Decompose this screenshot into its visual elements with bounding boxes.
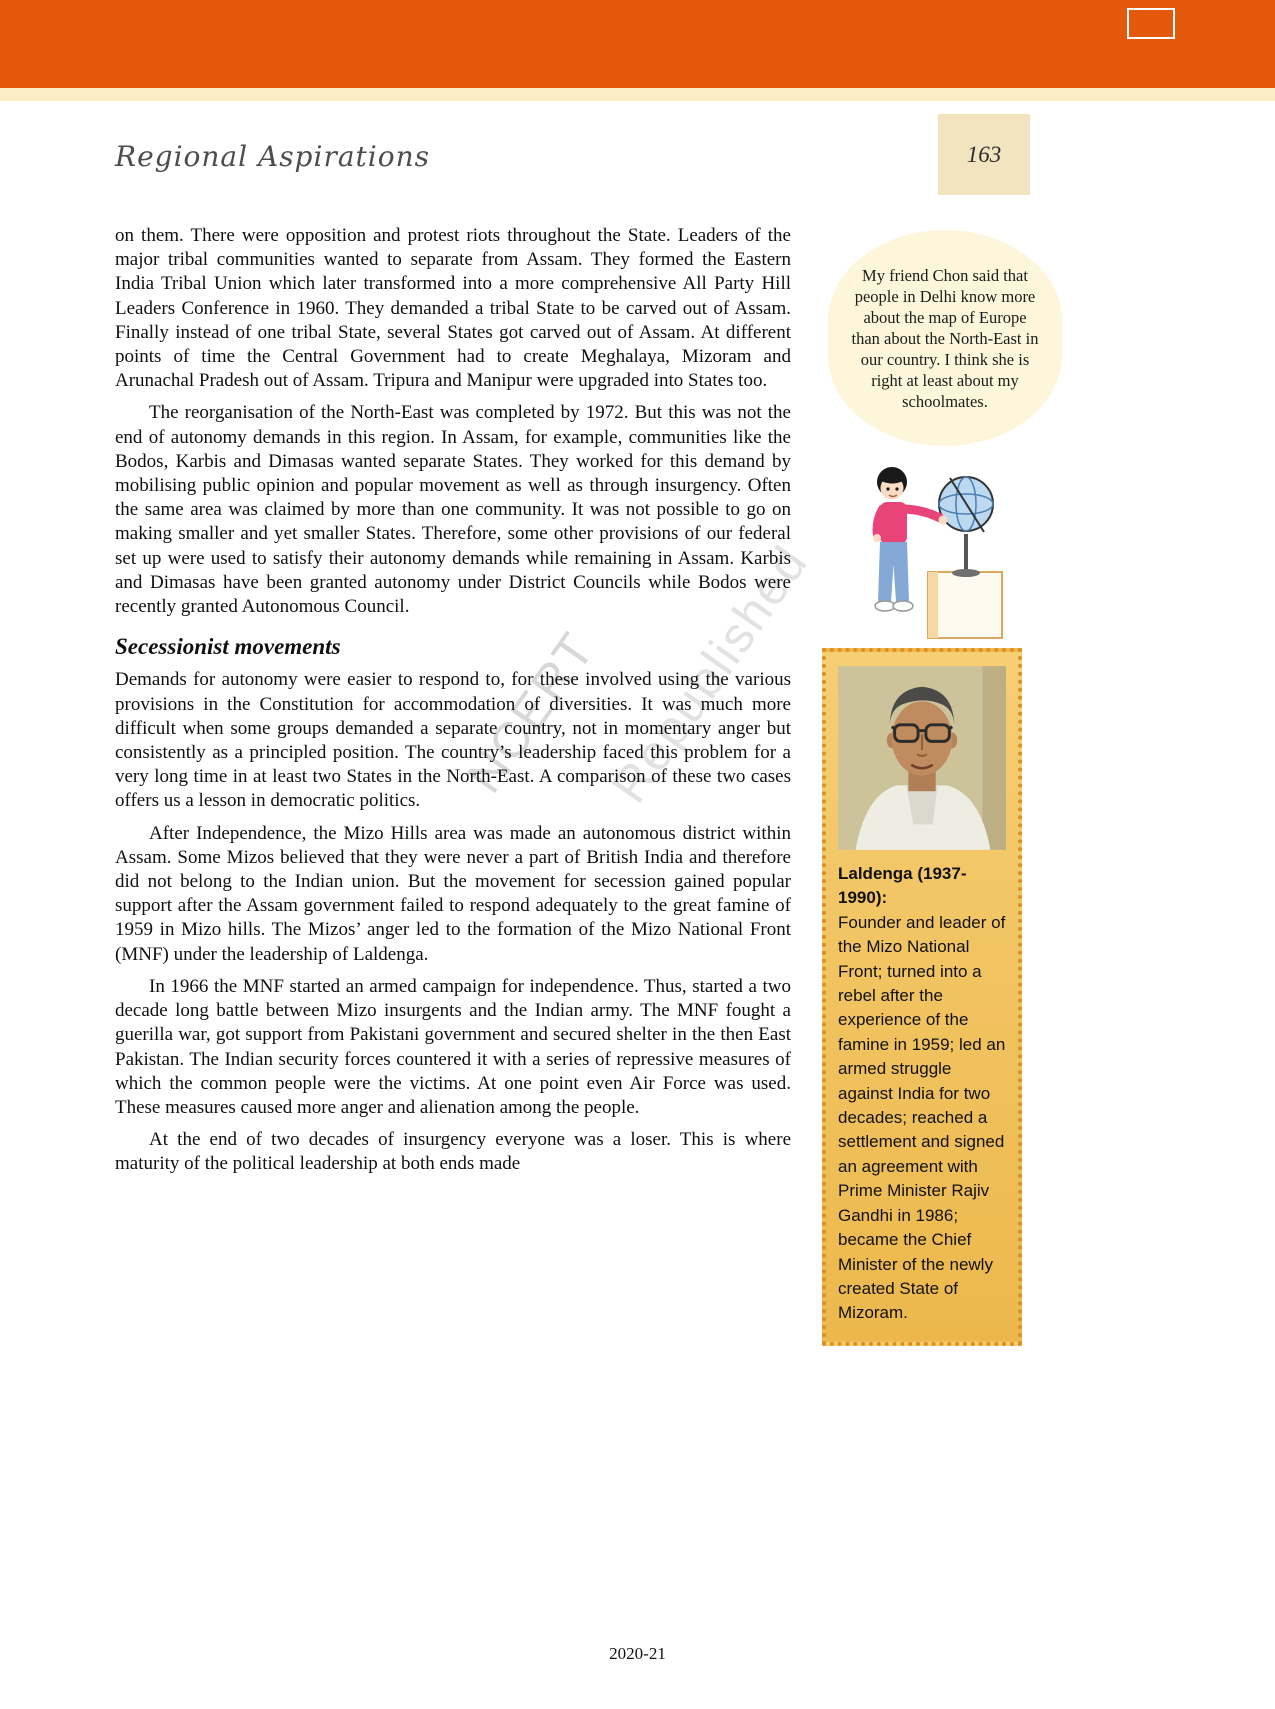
watermark-text: Republished xyxy=(600,534,819,813)
chapter-title: Regional Aspirations xyxy=(115,140,430,173)
laldenga-portrait-photo xyxy=(838,664,1006,852)
banner-cream-strip xyxy=(0,88,1275,101)
footer-year: 2020-21 xyxy=(609,1644,666,1663)
top-banner xyxy=(0,0,1275,88)
paragraph-2: The reorganisation of the North-East was completed by 1972. But this was not the end of autonomy demands in this region. In Assam, for example, communities like the Bodos, Karbis and Dimasas wanted separate States. They worked for this demand by mobilising public opinion and popular movement as well as through insurgency. Often the same area was claimed by more than one community. It was not possible to go on making smaller and yet smaller States. Therefore, some other provisions of our federal set up were used to satisfy their autonomy demands while remaining in Assam. Karbis and Dimasas have been granted autonomy under District Councils while Bodos were recently granted Autonomous Council. xyxy=(115,402,791,618)
paragraph-6: At the end of two decades of insurgency everyone was a loser. This is where maturity of the political leadership at both ends made xyxy=(115,1129,791,1175)
paragraph-4: After Independence, the Mizo Hills area was made an autonomous district within Assam. Some Mizos believed that they were never a part of British India and therefore did not belong to the Indian union. But the movement for secession gained popular support after the Assam government failed to respond adequately to the great famine of 1959 in Mizo hills. The Mizos’ anger led to the formation of the Mizo National Front (MNF) under the leadership of Laldenga. xyxy=(115,822,791,965)
profile-text xyxy=(838,862,1006,1326)
paragraph-5: In 1966 the MNF started an armed campaign for independence. Thus, started a two decade long battle between Mizo insurgents and the Indian army. The MNF fought a guerilla war, got support from Pakistani government and secured shelter in the then East Pakistan. The Indian security forces countered it with a series of repressive measures of which the common people were the victims. At one point even Air Force was used. These measures caused more anger and alienation among the people. xyxy=(115,975,791,1118)
profile-description: Founder and leader of the Mizo National Front; turned into a rebel after the experience of the famine in 1959; led an armed struggle against India for two decades; reached a settlement and signed an agreement with Prime Minister Rajiv Gandhi in 1986; became the Chief Minister of the newly created State of Mizoram. xyxy=(838,912,1006,1323)
paragraph-3: Demands for autonomy were easier to respond to, for these involved using the various provisions in the Constitution for accommodation of diversities. It was much more difficult when some groups demanded a separate country, not in momentary anger but consistently as a principled position. The country’s leadership faced this problem for a very long time in at least two States in the North-East. A comparison of these two cases offers us a lesson in democratic politics. xyxy=(115,669,791,812)
watermark-text: NCERT xyxy=(455,622,606,803)
page-number-box xyxy=(938,114,1030,195)
main-text-column xyxy=(115,224,791,1185)
section-heading: Secessionist movements xyxy=(115,634,341,660)
girl-with-globe-illustration xyxy=(838,452,1006,644)
banner-corner-box xyxy=(1127,8,1175,39)
margin-note-bubble xyxy=(828,230,1062,446)
paragraph-1: on them. There were opposition and protest riots throughout the State. Leaders of the major tribal communities wanted to separate from Assam. They formed the Eastern India Tribal Union which later transformed into a more comprehensive All Party Hill Leaders Conference in 1960. They demanded a tribal State to be carved out of Assam. Finally instead of one tribal State, several States got carved out of Assam. At different points of time the Central Government had to create Meghalaya, Mizoram and Arunachal Pradesh out of Assam. Tripura and Manipur were upgraded into States too. xyxy=(115,225,791,392)
margin-note-text: My friend Chon said that people in Delhi know more about the map of Europe than about the North-East in our country. I think she is right at least about my schoolmates. xyxy=(851,265,1039,411)
profile-name: Laldenga (1937-1990): xyxy=(838,864,967,908)
laldenga-profile-box xyxy=(822,648,1022,1346)
page-number: 163 xyxy=(966,141,1002,167)
girl-with-globe-icon xyxy=(838,452,1006,644)
